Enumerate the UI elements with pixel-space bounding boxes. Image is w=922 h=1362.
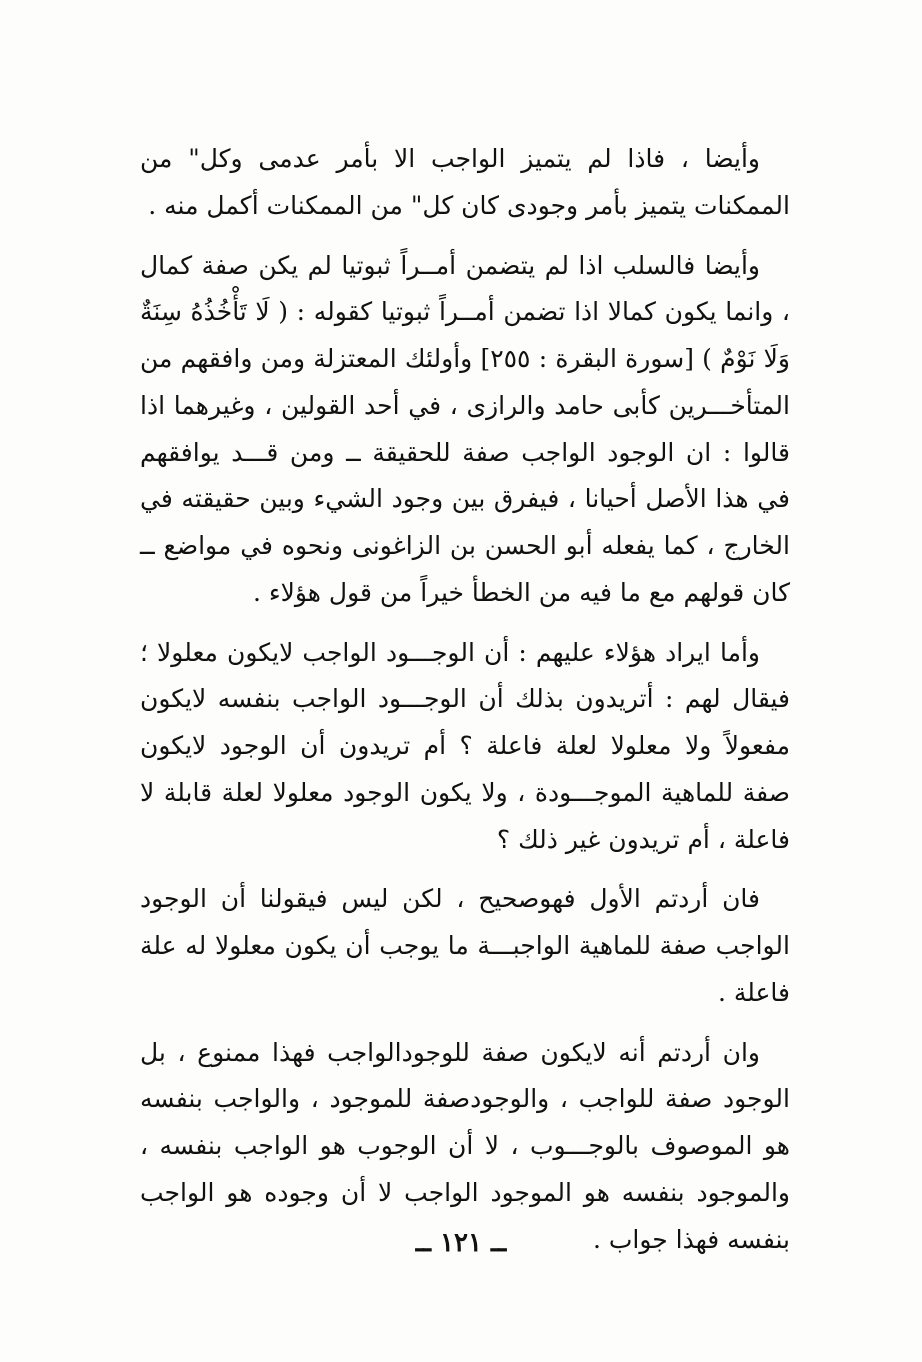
paragraph-2: وأيضا فالسلب اذا لم يتضمن أمــراً ثبوتيا لم يكن صفة كمال ، وانما يكون كمالا اذا تضمن أمــراً ثبوتيا كقوله : ( لَا تَأْخُذُهُ سِنَةٌ وَلَا نَوْمٌ ) [سورة البقرة : ٢٥٥] وأولئك المعتزلة ومن وافقهم من المتأخـــرين كأبى حامد والرازى ، في أحد القولين ، وغيرهما اذا قالوا : ان الوجود الواجب صفة للحقيقة ــ ومن قـــد يوافقهم في هذا الأصل أحيانا ، فيفرق بين وجود الشيء وبين حقيقته في الخارج ، كما يفعله أبو الحسن بن الزاغونى ونحوه في مواضع ــ كان قولهم مع ما فيه من الخطأ خيراً من قول هؤلاء . <box>140 250 790 607</box>
paragraph-3: وأما ايراد هؤلاء عليهم : أن الوجـــود الواجب لايكون معلولا ؛ فيقال لهم : أتريدون بذلك أن الوجـــود الواجب بنفسه لايكون مفعولاً ولا معلولا لعلة فاعلة ؟ أم تريدون أن الوجود لايكون صفة للماهية الموجـــودة ، ولا يكون الوجود معلولا لعلة قابلة لا فاعلة ، أم تريدون غير ذلك ؟ <box>140 637 790 854</box>
page-body-text <box>140 136 790 1276</box>
page-number: ــ ١٢١ ــ <box>415 1228 507 1258</box>
paragraph-5: وان أردتم أنه لايكون صفة للوجودالواجب فهذا ممنوع ، بل الوجود صفة للواجب ، والوجودصفة للموجود ، والواجب بنفسه هو الموصوف بالوجـــوب ، لا أن الوجوب هو الواجب بنفسه ، والموجود بنفسه هو الموجود الواجب لا أن وجوده هو الواجب بنفسه فهذا جواب . <box>140 1037 790 1254</box>
paragraph-1: وأيضا ، فاذا لم يتميز الواجب الا بأمر عدمى وكل" من الممكنات يتميز بأمر وجودى كان كل" من الممكنات أكمل منه . <box>140 144 790 220</box>
paragraph-4: فان أردتم الأول فهوصحيح ، لكن ليس فيقولنا أن الوجود الواجب صفة للماهية الواجبـــة ما يوجب أن يكون معلولا له علة فاعلة . <box>140 884 790 1007</box>
